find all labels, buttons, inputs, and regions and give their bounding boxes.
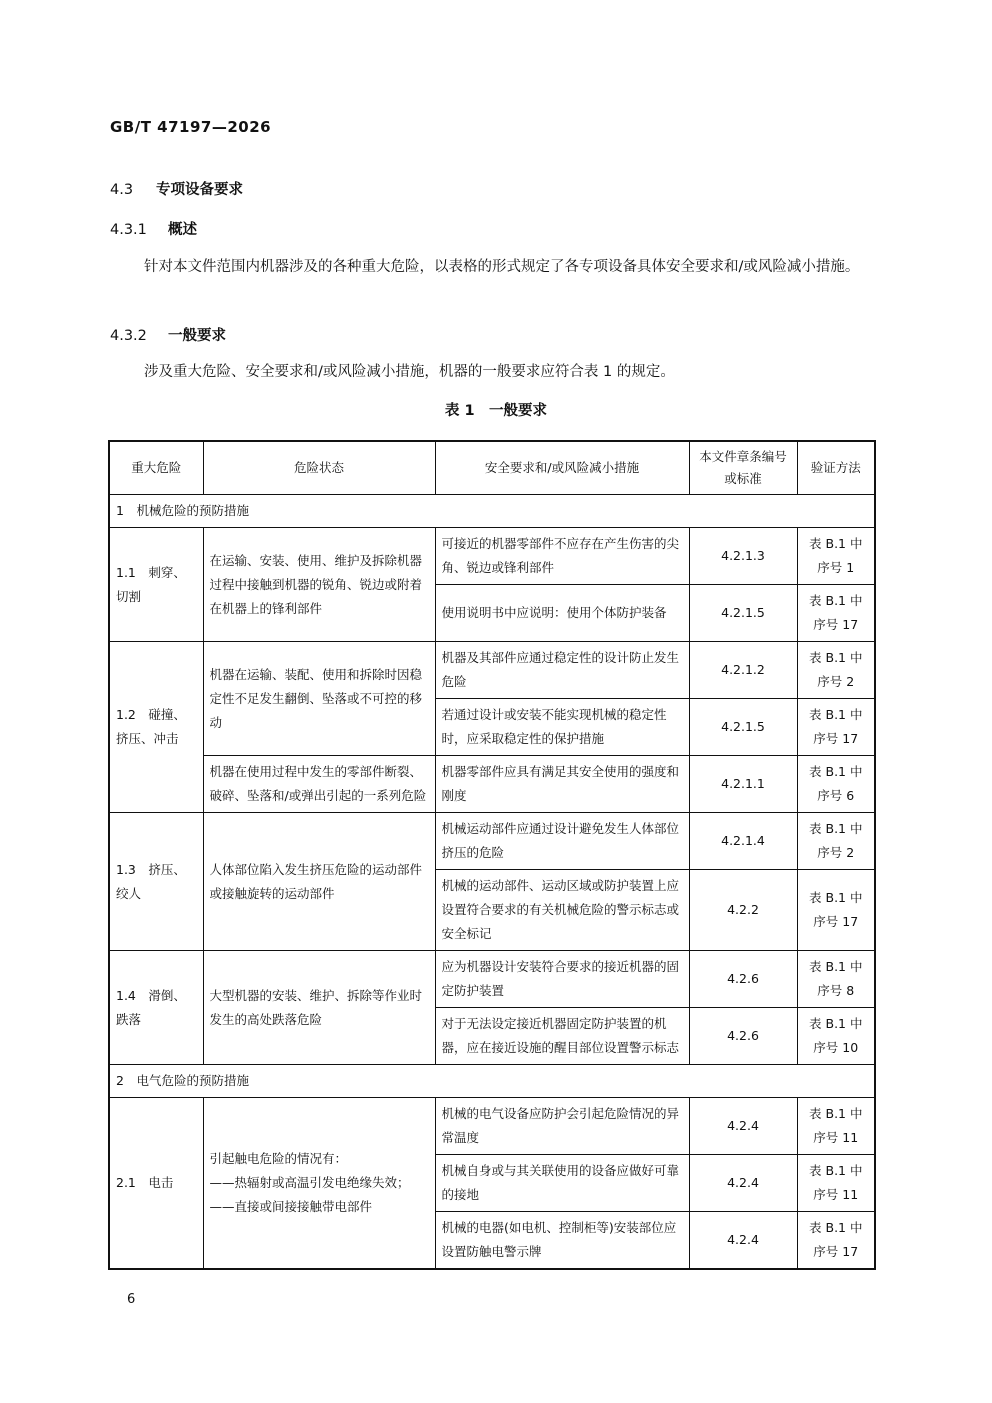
section-heading-4-3-2: [110, 324, 226, 345]
requirement-cell: 可接近的机器零部件不应存在产生伤害的尖角、锐边或锋利部件: [435, 528, 689, 585]
state-intro: 引起触电危险的情况有：: [209, 1151, 348, 1166]
hazard-cell: 2.1 电击: [109, 1098, 203, 1270]
page-number: 6: [127, 1292, 136, 1307]
state-cell: [203, 1098, 435, 1270]
hazard-cell: 1.3 挤压、绞人: [109, 813, 203, 951]
standard-code: GB/T 47197—2026: [110, 118, 272, 136]
header-clause: 本文件章条编号或标准: [689, 441, 797, 495]
verification-cell: 表 B.1 中序号 17: [797, 1212, 875, 1270]
requirement-cell: 机械的运动部件、运动区域或防护装置上应设置符合要求的有关机械危险的警示标志或安全标记: [435, 870, 689, 951]
clause-cell: 4.2.1.5: [689, 699, 797, 756]
verification-cell: 表 B.1 中序号 11: [797, 1098, 875, 1155]
requirement-cell: 对于无法设定接近机器固定防护装置的机器，应在接近设施的醒目部位设置警示标志: [435, 1008, 689, 1065]
hazard-cell: 1.4 滑倒、跌落: [109, 951, 203, 1065]
requirements-table: [108, 440, 876, 1270]
header-verification: 验证方法: [797, 441, 875, 495]
clause-cell: 4.2.2: [689, 870, 797, 951]
table-row: [109, 813, 875, 870]
verification-cell: 表 B.1 中序号 11: [797, 1155, 875, 1212]
section-number: 4.3.1: [110, 222, 147, 238]
header-state: 危险状态: [203, 441, 435, 495]
section-title: 专项设备要求: [156, 182, 243, 198]
requirement-cell: 机器零部件应具有满足其安全使用的强度和刚度: [435, 756, 689, 813]
verification-cell: 表 B.1 中序号 8: [797, 951, 875, 1008]
paragraph-text: 涉及重大危险、安全要求和/或风险减小措施，机器的一般要求应符合表 1 的规定。: [144, 364, 675, 380]
clause-cell: 4.2.1.3: [689, 528, 797, 585]
requirement-cell: 应为机器设计安装符合要求的接近机器的固定防护装置: [435, 951, 689, 1008]
table-row: [109, 951, 875, 1008]
hazard-cell: 1.1 刺穿、切割: [109, 528, 203, 642]
clause-cell: 4.2.6: [689, 1008, 797, 1065]
state-cell: 大型机器的安装、维护、拆除等作业时发生的高处跌落危险: [203, 951, 435, 1065]
table-row: [109, 756, 875, 813]
requirement-cell: 使用说明书中应说明：使用个体防护装备: [435, 585, 689, 642]
state-cell: 在运输、安装、使用、维护及拆除机器过程中接触到机器的锐角、锐边或附着在机器上的锋利部件: [203, 528, 435, 642]
paragraph-overview: [110, 252, 885, 282]
section-heading-4-3-1: [110, 218, 197, 239]
verification-cell: 表 B.1 中序号 2: [797, 813, 875, 870]
table-row: [109, 1098, 875, 1155]
requirement-cell: 机械的电器(如电机、控制柜等)安装部位应设置防触电警示牌: [435, 1212, 689, 1270]
verification-cell: 表 B.1 中序号 10: [797, 1008, 875, 1065]
clause-cell: 4.2.4: [689, 1212, 797, 1270]
section-number: 4.3.2: [110, 328, 147, 344]
verification-cell: 表 B.1 中序号 17: [797, 699, 875, 756]
hazard-cell: 1.2 碰撞、挤压、冲击: [109, 642, 203, 813]
clause-cell: 4.2.1.2: [689, 642, 797, 699]
section-row: [109, 1065, 875, 1098]
state-cell: 机器在运输、装配、使用和拆除时因稳定性不足发生翻倒、坠落或不可控的移动: [203, 642, 435, 756]
state-cell: 人体部位陷入发生挤压危险的运动部件或接触旋转的运动部件: [203, 813, 435, 951]
clause-cell: 4.2.1.4: [689, 813, 797, 870]
header-hazard: 重大危险: [109, 441, 203, 495]
clause-cell: 4.2.1.5: [689, 585, 797, 642]
verification-cell: 表 B.1 中序号 6: [797, 756, 875, 813]
table-row: [109, 528, 875, 585]
table-header-row: [109, 441, 875, 495]
section-heading-4-3: [110, 178, 243, 199]
verification-cell: 表 B.1 中序号 2: [797, 642, 875, 699]
verification-cell: 表 B.1 中序号 17: [797, 585, 875, 642]
clause-cell: 4.2.1.1: [689, 756, 797, 813]
requirement-cell: 机械运动部件应通过设计避免发生人体部位挤压的危险: [435, 813, 689, 870]
section-label: 2 电气危险的预防措施: [109, 1065, 875, 1098]
header-requirement: 安全要求和/或风险减小措施: [435, 441, 689, 495]
section-row: [109, 495, 875, 528]
section-title: 概述: [168, 222, 197, 238]
paragraph-general: [110, 357, 885, 387]
section-number: 4.3: [110, 182, 134, 198]
requirement-cell: 机器及其部件应通过稳定性的设计防止发生危险: [435, 642, 689, 699]
state-item: ——直接或间接接触带电部件: [209, 1199, 373, 1214]
section-label: 1 机械危险的预防措施: [109, 495, 875, 528]
requirement-cell: 机械的电气设备应防护会引起危险情况的异常温度: [435, 1098, 689, 1155]
table-row: [109, 642, 875, 699]
section-title: 一般要求: [168, 328, 226, 344]
verification-cell: 表 B.1 中序号 1: [797, 528, 875, 585]
state-cell: 机器在使用过程中发生的零部件断裂、破碎、坠落和/或弹出引起的一系列危险: [203, 756, 435, 813]
table-caption: 表 1 一般要求: [444, 403, 548, 419]
clause-cell: 4.2.6: [689, 951, 797, 1008]
requirement-cell: 机械自身或与其关联使用的设备应做好可靠的接地: [435, 1155, 689, 1212]
clause-cell: 4.2.4: [689, 1098, 797, 1155]
state-item: ——热辐射或高温引发电绝缘失效；: [209, 1175, 410, 1190]
verification-cell: 表 B.1 中序号 17: [797, 870, 875, 951]
paragraph-text: 针对本文件范围内机器涉及的各种重大危险，以表格的形式规定了各专项设备具体安全要求和/或风险减小措施。: [144, 259, 860, 275]
requirement-cell: 若通过设计或安装不能实现机械的稳定性时，应采取稳定性的保护措施: [435, 699, 689, 756]
clause-cell: 4.2.4: [689, 1155, 797, 1212]
